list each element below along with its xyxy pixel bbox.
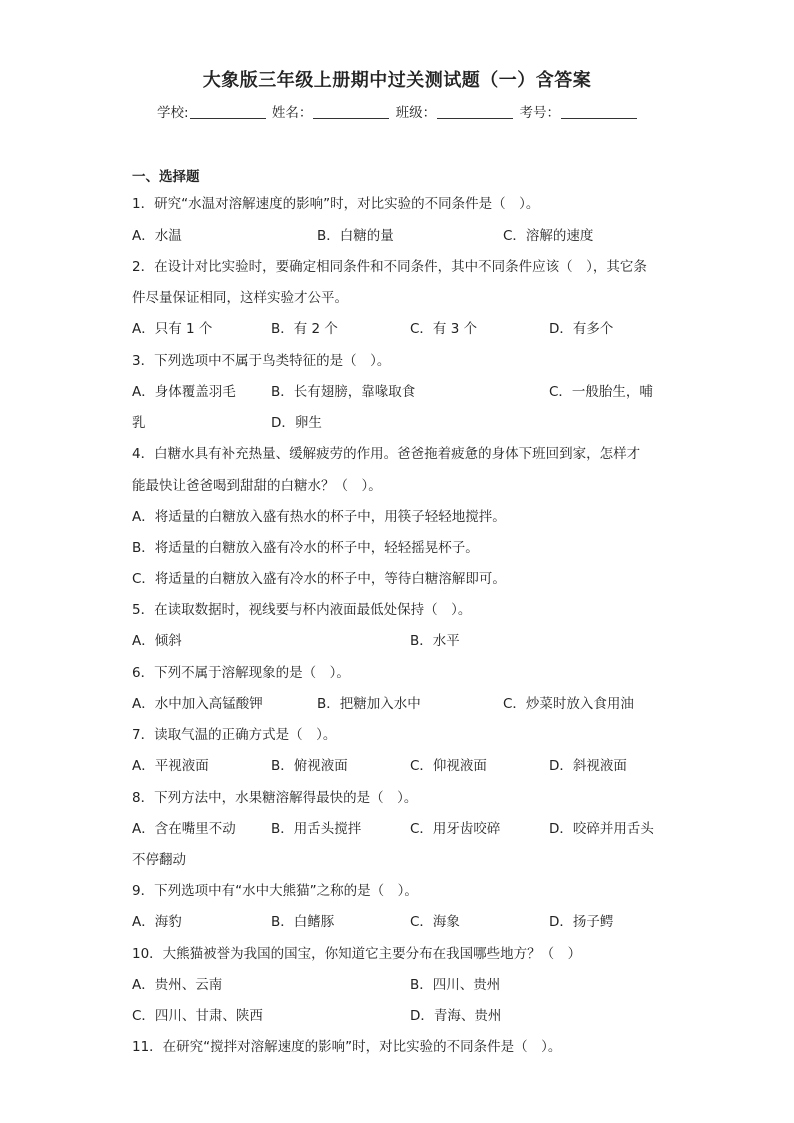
q6-option-c: C．炒菜时放入食用油 — [503, 696, 634, 712]
q5-option-b: B．水平 — [410, 633, 460, 649]
q7-option-d: D．斜视液面 — [549, 758, 627, 774]
exam-number-label: 考号： — [519, 105, 560, 121]
q10-option-a: A．贵州、云南 — [132, 977, 223, 993]
q3-option-d: D．卵生 — [271, 415, 322, 431]
q1-option-b: B．白糖的量 — [317, 228, 394, 244]
question-7-stem: 7．读取气温的正确方式是（ ）。 — [132, 727, 337, 743]
school-label: 学校: — [157, 105, 189, 121]
question-2-stem-line2: 件尽量保证相同，这样实验才公平。 — [132, 290, 348, 306]
q5-option-a: A．倾斜 — [132, 633, 182, 649]
class-label: 班级： — [395, 105, 437, 121]
q7-option-c: C．仰视液面 — [410, 758, 487, 774]
q2-option-b: B．有 2 个 — [271, 321, 338, 337]
q3-option-c: C．一般胎生，哺 — [549, 384, 653, 400]
q7-option-a: A．平视液面 — [132, 758, 209, 774]
question-1-stem: 1．研究“水温对溶解速度的影响”时，对比实验的不同条件是（ ）。 — [132, 196, 540, 212]
q4-option-c: C．将适量的白糖放入盛有冷水的杯子中，等待白糖溶解即可。 — [132, 571, 506, 587]
question-2-stem-line1: 2．在设计对比实验时，要确定相同条件和不同条件，其中不同条件应该（ ），其它条 — [132, 259, 647, 275]
page-title: 大象版三年级上册期中过关测试题（一）含答案 — [202, 70, 592, 91]
q4-option-b: B．将适量的白糖放入盛有冷水的杯子中，轻轻摇晃杯子。 — [132, 540, 479, 556]
question-4-stem-line1: 4．白糖水具有补充热量、缓解疲劳的作用。爸爸拖着疲惫的身体下班回到家，怎样才 — [132, 446, 641, 462]
q1-option-c: C．溶解的速度 — [503, 228, 594, 244]
exam-number-blank[interactable] — [561, 104, 637, 119]
q8-option-d: D．咬碎并用舌头 — [549, 821, 654, 837]
question-3-stem: 3．下列选项中不属于鸟类特征的是（ ）。 — [132, 353, 391, 369]
q9-option-d: D．扬子鳄 — [549, 914, 614, 930]
q8-option-a: A．含在嘴里不动 — [132, 821, 236, 837]
question-4-stem-line2: 能最快让爸爸喝到甜甜的白糖水？（ ）。 — [132, 478, 382, 494]
question-8-stem: 8．下列方法中，水果糖溶解得最快的是（ ）。 — [132, 790, 418, 806]
q8-option-c: C．用牙齿咬碎 — [410, 821, 501, 837]
q3-option-b: B．长有翅膀，靠喙取食 — [271, 384, 416, 400]
question-5-stem: 5．在读取数据时，视线要与杯内液面最低处保持（ ）。 — [132, 602, 472, 618]
name-label: 姓名： — [271, 105, 313, 121]
question-11-stem: 11．在研究“搅拌对溶解速度的影响”时，对比实验的不同条件是（ ）。 — [132, 1039, 562, 1055]
q10-option-c: C．四川、甘肃、陕西 — [132, 1008, 263, 1024]
q2-option-c: C．有 3 个 — [410, 321, 478, 337]
class-blank[interactable] — [437, 104, 513, 119]
q3-option-a: A．身体覆盖羽毛 — [132, 384, 236, 400]
q3-option-c-continued: 乳 — [132, 415, 146, 431]
name-blank[interactable] — [313, 104, 389, 119]
q6-option-b: B．把糖加入水中 — [317, 696, 421, 712]
q6-option-a: A．水中加入高锰酸钾 — [132, 696, 263, 712]
question-6-stem: 6．下列不属于溶解现象的是（ ）。 — [132, 665, 350, 681]
q8-option-b: B．用舌头搅拌 — [271, 821, 362, 837]
section-heading: 一、选择题 — [132, 169, 200, 185]
student-info-row — [0, 101, 794, 121]
q9-option-a: A．海豹 — [132, 914, 182, 930]
q1-option-a: A．水温 — [132, 228, 182, 244]
q7-option-b: B．俯视液面 — [271, 758, 348, 774]
q2-option-d: D．有多个 — [549, 321, 614, 337]
question-10-stem: 10．大熊猫被誉为我国的国宝，你知道它主要分布在我国哪些地方？（ ） — [132, 946, 582, 962]
q10-option-b: B．四川、贵州 — [410, 977, 501, 993]
question-9-stem: 9．下列选项中有“水中大熊猫”之称的是（ ）。 — [132, 883, 418, 899]
q10-option-d: D．青海、贵州 — [410, 1008, 502, 1024]
q9-option-c: C．海象 — [410, 914, 460, 930]
q8-option-d-continued: 不停翻动 — [132, 852, 186, 868]
q4-option-a: A．将适量的白糖放入盛有热水的杯子中，用筷子轻轻地搅拌。 — [132, 509, 506, 525]
q2-option-a: A．只有 1 个 — [132, 321, 213, 337]
q9-option-b: B．白鳍豚 — [271, 914, 335, 930]
school-blank[interactable] — [190, 104, 266, 119]
